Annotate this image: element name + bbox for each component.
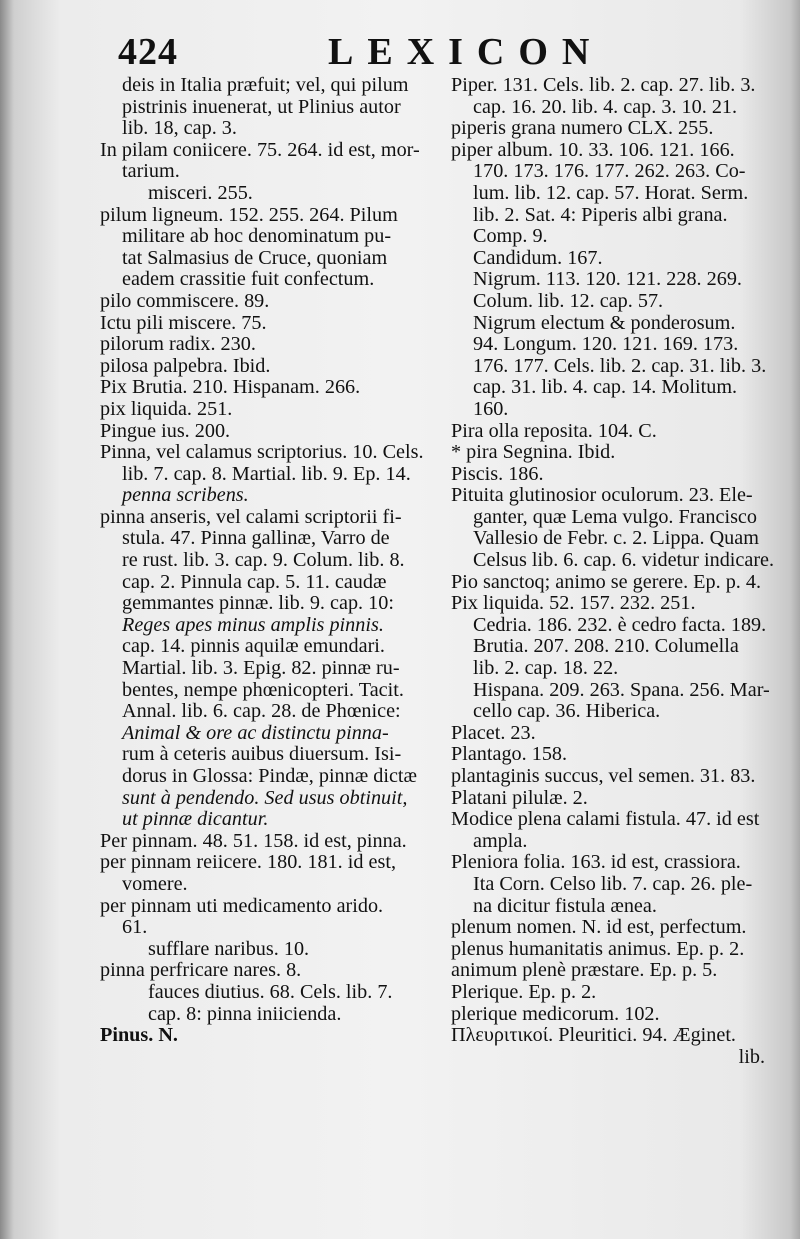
running-title: LEXICON xyxy=(328,31,604,73)
index-entry-line: Nigrum electum & ponderosum. xyxy=(473,311,736,334)
index-entry-line: Comp. 9. xyxy=(473,225,548,248)
index-entry-line: Pingue ius. 200. xyxy=(100,419,231,442)
index-entry-line: Piper. 131. Cels. lib. 2. cap. 27. lib. 3. xyxy=(451,74,756,96)
index-entry-line: sufflare naribus. 10. xyxy=(148,937,310,960)
index-entry-line: In pilam coniicere. 75. 264. id est, mor- xyxy=(100,138,420,161)
index-entry-line: re rust. lib. 3. cap. 9. Colum. lib. 8. xyxy=(122,549,405,572)
index-entry-line: animum plenè præstare. Ep. p. 5. xyxy=(451,959,718,982)
index-entry-line: Reges apes minus amplis pinnis. xyxy=(122,613,384,636)
index-entry-line: plenus humanitatis animus. Ep. p. 2. xyxy=(451,937,745,960)
index-entry-line: lib. 7. cap. 8. Martial. lib. 9. Ep. 14. xyxy=(122,462,411,485)
index-entry-line: pinna perfricare nares. 8. xyxy=(100,959,302,982)
index-entry-line: Pira olla reposita. 104. C. xyxy=(451,419,657,442)
index-entry-line: Colum. lib. 12. cap. 57. xyxy=(473,289,664,312)
index-entry-line: plerique medicorum. 102. xyxy=(451,1002,660,1025)
index-entry-line: lib. 2. Sat. 4: Piperis albi grana. xyxy=(473,203,728,226)
index-entry-line: eadem crassitie fuit confectum. xyxy=(122,268,375,291)
index-entry-line: pilo commiscere. 89. xyxy=(100,289,270,312)
index-entry-line: pilum ligneum. 152. 255. 264. Pilum xyxy=(100,203,398,226)
index-entry-line: lib. 2. cap. 18. 22. xyxy=(473,657,619,680)
index-entry-line: dorus in Glossa: Pindæ, pinnæ dictæ xyxy=(122,765,417,787)
index-entry-line: tarium. xyxy=(122,160,180,183)
index-entry-line: Annal. lib. 6. cap. 28. de Phœnice: xyxy=(122,700,401,723)
index-entry-line: Per pinnam. 48. 51. 158. id est, pinna. xyxy=(100,829,407,852)
index-entry-line: Vallesio de Febr. c. 2. Lippa. Quam xyxy=(473,527,759,550)
index-entry-line: 61. xyxy=(122,916,148,939)
index-entry-line: pilosa palpebra. Ibid. xyxy=(100,354,271,377)
index-entry-line: Ita Corn. Celso lib. 7. cap. 26. ple- xyxy=(473,872,753,895)
index-entry-line: Placet. 23. xyxy=(451,721,536,744)
index-entry-line: cap. 31. lib. 4. cap. 14. Molitum. xyxy=(473,376,738,399)
index-entry-line: Nigrum. 113. 120. 121. 228. 269. xyxy=(473,268,742,291)
index-entry-line: ganter, quæ Lema vulgo. Francisco xyxy=(473,505,757,528)
index-entry-line: pilorum radix. 230. xyxy=(100,333,256,356)
index-entry-line: Plantago. 158. xyxy=(451,743,568,766)
index-entry-line: misceri. 255. xyxy=(148,181,253,204)
index-entry-line: cap. 8: pinna iniicienda. xyxy=(148,1002,342,1025)
index-entry-line: Plerique. Ep. p. 2. xyxy=(451,980,597,1003)
index-entry-line: 170. 173. 176. 177. 262. 263. Co- xyxy=(473,160,746,183)
index-entry-line: Cedria. 186. 232. è cedro facta. 189. xyxy=(473,613,767,636)
index-entry-line: rum à ceteris auibus diuersum. Isi- xyxy=(122,743,402,766)
index-entry-line: lib. xyxy=(738,1045,765,1068)
index-entry-line: pinna anseris, vel calami scriptorii fi- xyxy=(100,505,402,528)
index-entry-line: ampla. xyxy=(473,829,528,852)
index-entry-line: 94. Longum. 120. 121. 169. 173. xyxy=(473,333,739,356)
index-entry-line: Animal & ore ac distinctu pinna- xyxy=(122,721,389,744)
index-entry-line: na dicitur fistula ænea. xyxy=(473,894,657,917)
index-entry-line: Pinus. N. xyxy=(100,1024,178,1047)
left-column xyxy=(100,75,446,1047)
index-entry-line: vomere. xyxy=(122,872,188,895)
index-entry-line: lib. 18, cap. 3. xyxy=(122,117,237,140)
index-entry-line: gemmantes pinnæ. lib. 9. cap. 10: xyxy=(122,592,394,615)
index-entry-line: per pinnam uti medicamento arido. xyxy=(100,894,384,917)
index-entry-line: per pinnam reiicere. 180. 181. id est, xyxy=(100,851,396,874)
index-entry-line: cap. 14. pinnis aquilæ emundari. xyxy=(122,635,385,658)
index-entry-line: deis in Italia præfuit; vel, qui pilum xyxy=(122,74,409,96)
index-entry-line: pix liquida. 251. xyxy=(100,397,233,420)
page-number: 424 xyxy=(118,31,178,73)
index-entry-line: Modice plena calami fistula. 47. id est xyxy=(451,808,760,831)
index-entry-line: * pira Segnina. Ibid. xyxy=(451,441,616,464)
index-entry-line: Piscis. 186. xyxy=(451,462,544,485)
index-entry-line: Pleniora folia. 163. id est, crassiora. xyxy=(451,851,741,874)
index-entry-line: Candidum. 167. xyxy=(473,246,603,269)
index-entry-line: Pix liquida. 52. 157. 232. 251. xyxy=(451,592,696,615)
index-entry-line: 176. 177. Cels. lib. 2. cap. 31. lib. 3. xyxy=(473,354,767,377)
index-entry-line: Platani pilulæ. 2. xyxy=(451,786,588,809)
index-entry-line: Martial. lib. 3. Epig. 82. pinnæ ru- xyxy=(122,657,400,680)
index-entry-line: Πλευριτικοί. Pleuritici. 94. Æginet. xyxy=(451,1024,736,1047)
index-entry-line: Pix Brutia. 210. Hispanam. 266. xyxy=(100,376,361,399)
index-entry-line: tat Salmasius de Cruce, quoniam xyxy=(122,246,388,269)
right-column xyxy=(451,74,775,1068)
index-entry-line: penna scribens. xyxy=(122,484,249,507)
index-entry-line: Pituita glutinosior oculorum. 23. Ele- xyxy=(451,484,753,507)
index-entry-line: Hispana. 209. 263. Spana. 256. Mar- xyxy=(473,678,770,701)
index-entry-line: sunt à pendendo. Sed usus obtinuit, xyxy=(122,786,408,809)
index-entry-line: cap. 16. 20. lib. 4. cap. 3. 10. 21. xyxy=(473,95,738,118)
index-entry-line: bentes, nempe phœnicopteri. Tacit. xyxy=(122,678,404,701)
index-entry-line: lum. lib. 12. cap. 57. Horat. Serm. xyxy=(473,181,749,204)
index-entry-line: piper album. 10. 33. 106. 121. 166. xyxy=(451,138,735,161)
index-entry-line: cello cap. 36. Hiberica. xyxy=(473,700,661,723)
index-entry-line: Pinna, vel calamus scriptorius. 10. Cels. xyxy=(100,441,424,464)
index-entry-line: fauces diutius. 68. Cels. lib. 7. xyxy=(148,980,393,1003)
index-entry-line: plenum nomen. N. id est, perfectum. xyxy=(451,916,747,939)
page-header xyxy=(118,30,778,80)
index-entry-line: 160. xyxy=(473,397,509,420)
index-entry-line: stula. 47. Pinna gallinæ, Varro de xyxy=(122,527,390,550)
index-entry-line: piperis grana numero CLX. 255. xyxy=(451,117,714,140)
index-entry-line: ut pinnæ dicantur. xyxy=(122,808,269,831)
index-entry-line: pistrinis inuenerat, ut Plinius autor xyxy=(122,95,401,118)
index-entry-line: Brutia. 207. 208. 210. Columella xyxy=(473,635,739,658)
index-entry-line: Pio sanctoq; animo se gerere. Ep. p. 4. xyxy=(451,570,762,593)
index-entry-line: Ictu pili miscere. 75. xyxy=(100,311,267,334)
index-entry-line: militare ab hoc denominatum pu- xyxy=(122,225,392,248)
index-entry-line: plantaginis succus, vel semen. 31. 83. xyxy=(451,765,756,787)
index-entry-line: Celsus lib. 6. cap. 6. videtur indicare. xyxy=(473,549,775,572)
index-entry-line: cap. 2. Pinnula cap. 5. 11. caudæ xyxy=(122,570,387,593)
